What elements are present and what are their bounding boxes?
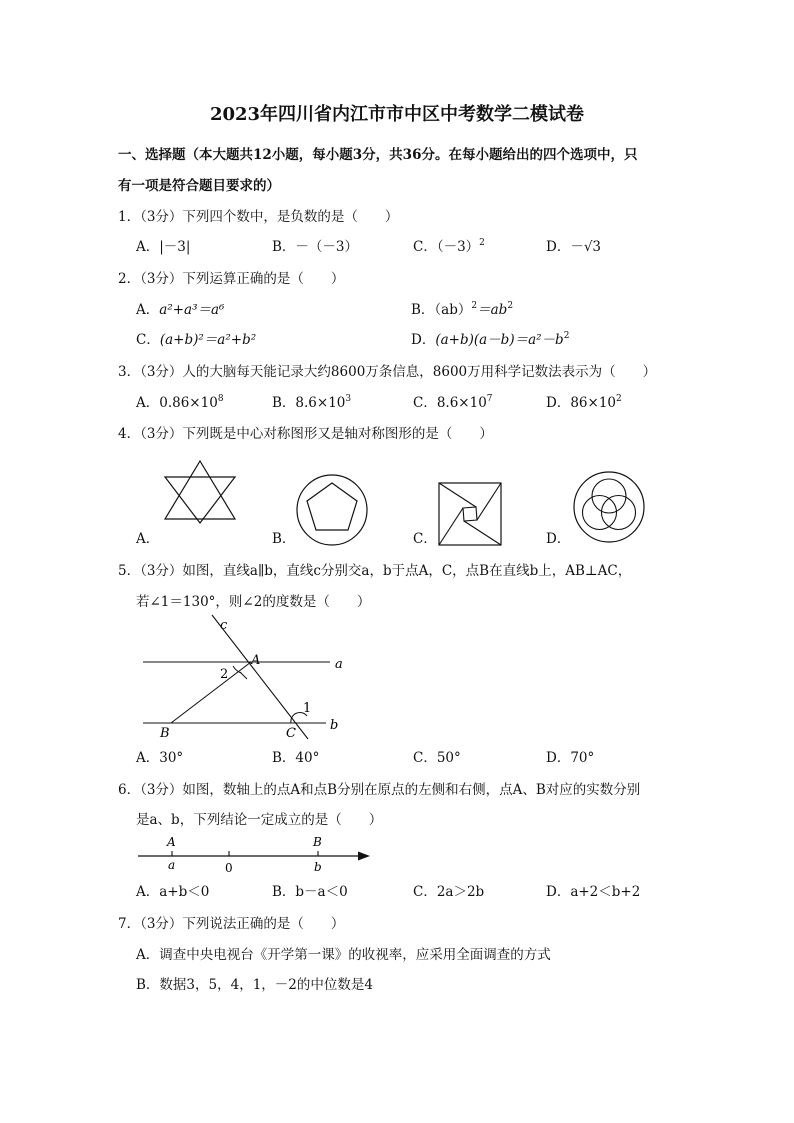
q5-label-b: b <box>330 718 339 733</box>
q3-stem: 3．（3分）人的大脑每天能记录大约8600万条信息，8600万用科学记数法表示为（ ） <box>118 364 657 380</box>
q5-label-C: C <box>286 726 296 741</box>
q3-option-c: C．$8.6\times 10^7$ <box>413 394 493 411</box>
q1-option-c: C．$(-3)^2$ <box>413 238 485 255</box>
q4-stem: 4．（3分）下列既是中心对称图形又是轴对称图形的是（ ） <box>118 426 493 442</box>
q2-stem: 2．（3分）下列运算正确的是（ ） <box>118 271 345 287</box>
q5-label-angle1: 1 <box>303 701 312 716</box>
q5-option-a: A．30° <box>136 750 184 766</box>
q3-option-d: D．$86\times 10^2$ <box>546 394 622 411</box>
page-title: 2023年四川省内江市市中区中考数学二模试卷 <box>209 104 585 125</box>
q6-option-a: A．a+b＜0 <box>136 884 210 900</box>
q4-option-a: A． <box>136 531 160 547</box>
q6-label-B: B <box>313 835 322 849</box>
q1-option-a: A．|－3| <box>136 239 191 255</box>
q5-option-d: D．70° <box>546 750 595 766</box>
q6-label-zero: 0 <box>225 861 233 875</box>
q6-number-line <box>136 832 376 877</box>
q5-option-c: C．50° <box>413 750 461 766</box>
q6-option-d: D．a+2＜b+2 <box>546 884 641 900</box>
q6-option-b: B．b－a＜0 <box>272 884 348 900</box>
q4-option-b: B． <box>272 531 296 547</box>
q3-option-a: A．$0.86\times 10^8$ <box>136 394 224 411</box>
q6-stem-line1: 6．（3分）如图，数轴上的点A和点B分别在原点的左侧和右侧，点A、B对应的实数分别 <box>118 782 641 798</box>
q4-figure-d-circle-arcs <box>573 471 645 543</box>
q6-stem-line2: 是a、b，下列结论一定成立的是（ ） <box>136 812 383 828</box>
q6-option-c: C．2a＞2b <box>413 884 485 900</box>
q5-label-angle2: 2 <box>220 667 229 682</box>
q5-geometry-figure <box>138 615 348 745</box>
q1-stem: 1．（3分）下列四个数中，是负数的是（ ） <box>118 209 399 225</box>
section-header-line1: 一、选择题（本大题共12小题，每小题3分，共36分。在每小题给出的四个选项中，只 <box>118 147 638 163</box>
q6-label-b: b <box>314 860 322 874</box>
q5-stem-line2: 若∠1＝130°，则∠2的度数是（ ） <box>136 594 371 610</box>
q5-label-a: a <box>335 657 343 672</box>
q7-stem: 7．（3分）下列说法正确的是（ ） <box>118 916 345 932</box>
q5-label-A: A <box>251 653 261 668</box>
q2-option-c: C．(a+b)²＝a²+b² <box>136 332 257 348</box>
q6-label-a: a <box>168 858 176 872</box>
q7-option-a: A．调查中央电视台《开学第一课》的收视率，应采用全面调查的方式 <box>136 947 551 963</box>
q5-stem-line1: 5．（3分）如图，直线a∥b，直线c分别交a，b于点A，C，点B在直线b上，AB⊥AC， <box>118 563 632 579</box>
q6-label-A: A <box>167 835 176 849</box>
q3-option-b: B．$8.6\times 10^3$ <box>272 394 352 411</box>
q2-option-a: A．a²+a³＝a⁶ <box>136 302 225 318</box>
q4-figure-c-square-pattern <box>438 482 502 546</box>
section-header-line2: 有一项是符合题目要求的） <box>118 178 280 194</box>
q5-label-B: B <box>160 726 170 741</box>
q4-option-c: C． <box>413 531 437 547</box>
q5-label-c: c <box>220 618 228 633</box>
q7-option-b: B．数据3，5，4，1，－2的中位数是4 <box>136 977 373 993</box>
q4-figure-a-hexagram <box>162 460 238 524</box>
q1-option-b: B．－（－3） <box>272 239 359 255</box>
q2-option-b: B．$(ab)^2=ab^2$ <box>411 301 514 318</box>
q2-option-d: D．$(a+b)(a-b)=a^2-b^2$ <box>411 331 570 348</box>
q5-option-b: B．40° <box>272 750 320 766</box>
q4-figure-b-pentagon-in-circle <box>296 474 368 546</box>
q4-option-d: D． <box>546 531 571 547</box>
q1-option-d: D．－√3 <box>546 239 602 255</box>
